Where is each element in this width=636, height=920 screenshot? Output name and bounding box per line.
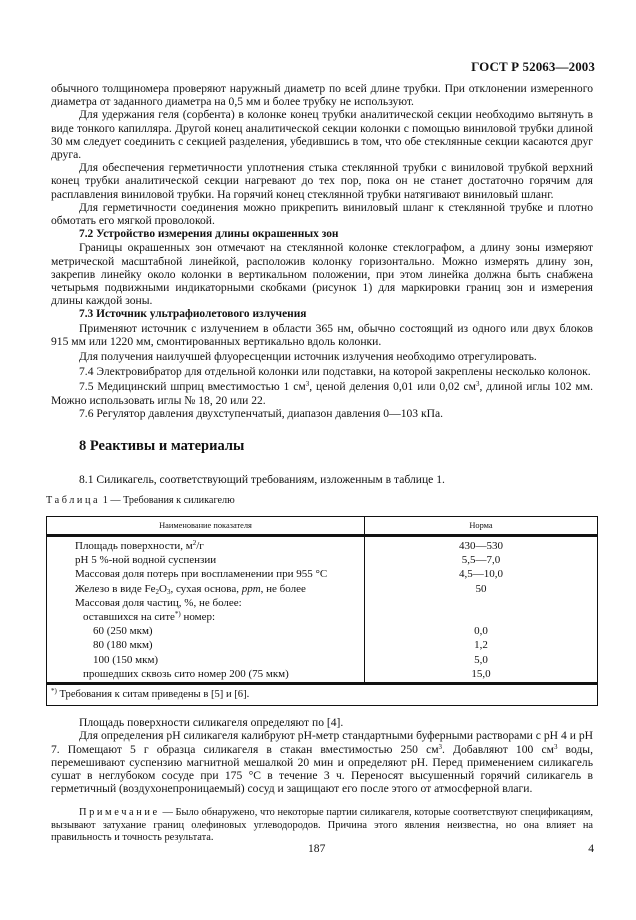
page-content	[46, 82, 594, 844]
paragraph: Для получения наилучшей флуоресценции источник излучения необходимо отрегулировать.	[79, 350, 537, 364]
superscript: 3	[438, 742, 443, 751]
caption-label: Таблица	[46, 495, 101, 507]
section-heading-8: 8 Реактивы и материалы	[79, 438, 245, 455]
text: 80 (180 мкм)	[93, 639, 153, 652]
subsection-heading-7-2: 7.2 Устройство измерения длины окрашенных зон	[79, 228, 339, 241]
paragraph: Для герметичности соединения можно прикрепить виниловый шланг к стеклянной трубке и плотно обмотать его мягкой проволокой.	[51, 200, 593, 228]
superscript: 2	[192, 538, 197, 547]
caption-text: 1 — Требования к силикагелю	[100, 495, 235, 507]
column-header-norm: Норма	[365, 516, 598, 535]
silica-gel-requirements-table	[46, 516, 598, 706]
note	[51, 807, 593, 844]
table-row	[47, 582, 598, 596]
paragraph: Границы окрашенных зон отмечают на стеклянной колонке стеклографом, а длину зоны измеряют метрической масштабной линейкой, расположив колонку горизонтально. Можно измерять длину зон, закрепив линейку около колонки в вертикальном положении, при этом линейка должна быть снабжена четырьмя подвижными индикаторными скобками (рисунок 1) для маркировки границ зон и измерения длины каждой зоны.	[51, 241, 593, 308]
clause-7-5	[51, 380, 593, 406]
text: . Добавляют 100 см	[442, 742, 554, 756]
norm-cell: 1,2	[474, 639, 488, 652]
column-header-indicator: Наименование показателя	[47, 516, 365, 535]
indicator-cell	[47, 667, 365, 684]
table-row	[47, 535, 598, 553]
paragraph	[51, 729, 593, 795]
indicator-cell	[47, 582, 365, 596]
norm-cell: 50	[475, 582, 487, 595]
table-row	[47, 610, 598, 624]
text: , длиной иглы 102 мм. Можно использовать иглы № 18, 20 или 22.	[51, 380, 594, 407]
italic-text: ppm	[241, 582, 261, 595]
table-caption	[46, 494, 593, 507]
clause-8-1: 8.1 Силикагель, соответствующий требованиям, изложенным в таблице 1.	[79, 473, 445, 487]
indicator-cell	[47, 535, 365, 553]
subscript: 3	[166, 587, 171, 596]
table-row	[47, 653, 598, 667]
text: 7.5 Медицинский шприц вместимостью 1 см	[79, 380, 306, 394]
table-row	[47, 638, 598, 652]
norm-cell: 430—530	[459, 539, 503, 552]
indicator-cell	[47, 653, 365, 667]
superscript: 3	[476, 380, 480, 389]
clause-7-6: 7.6 Регулятор давления двухступенчатый, диапазон давления 0—103 кПа.	[79, 406, 444, 420]
text: Для определения pH силикагеля калибруют pH-метр стандартными буферными растворами с pH 4 и pH 7. Помещают 5 г образца силикагеля в стакан вместимостью 250 см	[51, 729, 593, 756]
indicator-cell: pH 5 %-ной водной суспензии	[47, 553, 365, 567]
indicator-cell	[47, 638, 365, 652]
text: прошедших сквозь сито номер 200 (75 мкм)	[83, 667, 289, 680]
text: /г	[196, 539, 204, 552]
paragraph: Для обеспечения герметичности уплотнения стыка стеклянной трубки с виниловой трубкой верхний конец трубки аналитической секции нагревают до тех пор, пока он не станет достаточно горячим для расплавления виниловой трубки. На горячий конец стеклянной трубки натягивают виниловый шланг.	[51, 161, 593, 201]
footnote-mark: *)	[51, 686, 57, 695]
footnote-mark: *)	[174, 609, 181, 618]
indicator-cell: Массовая доля потерь при воспламенении при 955 °С	[47, 567, 365, 581]
clause-7-4: 7.4 Электровибратор для отдельной колонки или подставки, на которой закреплены несколько колонок.	[79, 365, 591, 379]
text: Площадь поверхности, м	[75, 539, 193, 552]
table-row	[47, 667, 598, 684]
text: , не более	[260, 582, 306, 595]
text: оставшихся на сите	[83, 610, 175, 623]
text: 100 (150 мкм)	[93, 653, 159, 666]
text: номер:	[180, 610, 216, 623]
superscript: 3	[553, 742, 558, 751]
footnote-text: Требования к ситам приведены в [5] и [6].	[56, 688, 250, 700]
norm-cell: 4,5—10,0	[459, 568, 503, 581]
norm-cell: 0,0	[474, 625, 488, 638]
text: Железо в виде Fe	[75, 582, 156, 595]
norm-cell	[365, 610, 598, 624]
text: воды, перемешивают суспензию магнитной мешалкой 20 мин и определяют pH. Перед применением силикагель сушат в неглубоком сосуде при 175 °С в течение 3 ч. Переносят высушенный горячий силикагель в герметичный (воздухонепроницаемый) сосуд и защищают его после этого от атмосферной влаги.	[51, 742, 593, 796]
text: , ценой деления 0,01 или 0,02 см	[309, 380, 477, 394]
note-label: Примечание	[79, 807, 160, 819]
document-code-header: ГОСТ Р 52063—2003	[471, 59, 595, 74]
paragraph: Применяют источник с излучением в области 365 нм, обычно состоящий из одного или двух блоков 915 мм или 1220 мм, смонтированных вертикально вдоль колонки.	[51, 321, 593, 348]
table-row	[47, 596, 598, 610]
paragraph: Площадь поверхности силикагеля определяют по [4].	[79, 716, 344, 730]
table-row	[47, 567, 598, 581]
superscript: 3	[305, 380, 310, 389]
table-row	[47, 553, 598, 567]
table-footnote-row	[47, 683, 598, 705]
text: 60 (250 мкм)	[93, 625, 153, 638]
indicator-cell: Массовая доля частиц, %, не более:	[47, 596, 365, 610]
subsection-heading-7-3: 7.3 Источник ультрафиолетового излучения	[79, 308, 307, 321]
paragraph: обычного толщиномера проверяют наружный диаметр по всей длине трубки. При отклонении измеренного диаметра от заданного диаметра на 0,5 мм и более трубку не используют.	[51, 82, 593, 109]
norm-cell: 5,0	[474, 653, 488, 666]
subscript: 2	[155, 587, 159, 596]
table-footnote	[47, 683, 598, 705]
indicator-cell	[47, 610, 365, 624]
text: O	[158, 582, 167, 595]
text: , сухая основа,	[170, 582, 242, 595]
paragraph: Для удержания геля (сорбента) в колонке конец трубки аналитической секции необходимо вытянуть в виде тонкого капилляра. Другой конец аналитической секции колонки с помощью виниловой трубки длиной 30 мм следует соединить с секцией разделения, убедившись в том, что обе стеклянные секции касаются друг друга.	[51, 108, 593, 162]
table-row	[47, 624, 598, 638]
norm-cell: 15,0	[471, 667, 491, 680]
norm-cell: 5,5—7,0	[461, 554, 501, 567]
table-header-row	[47, 516, 598, 535]
page-number: 187	[308, 842, 326, 855]
norm-cell	[365, 596, 598, 610]
indicator-cell	[47, 624, 365, 638]
note-text: — Было обнаружено, что некоторые партии силикагеля, которые соответствуют спецификациям, вызывают затухание границ олефиновых углеводородов. Причина этого явления неизвестна, но она влияет на правильность и точность результата.	[51, 807, 593, 843]
sheet-number: 4	[588, 842, 594, 855]
